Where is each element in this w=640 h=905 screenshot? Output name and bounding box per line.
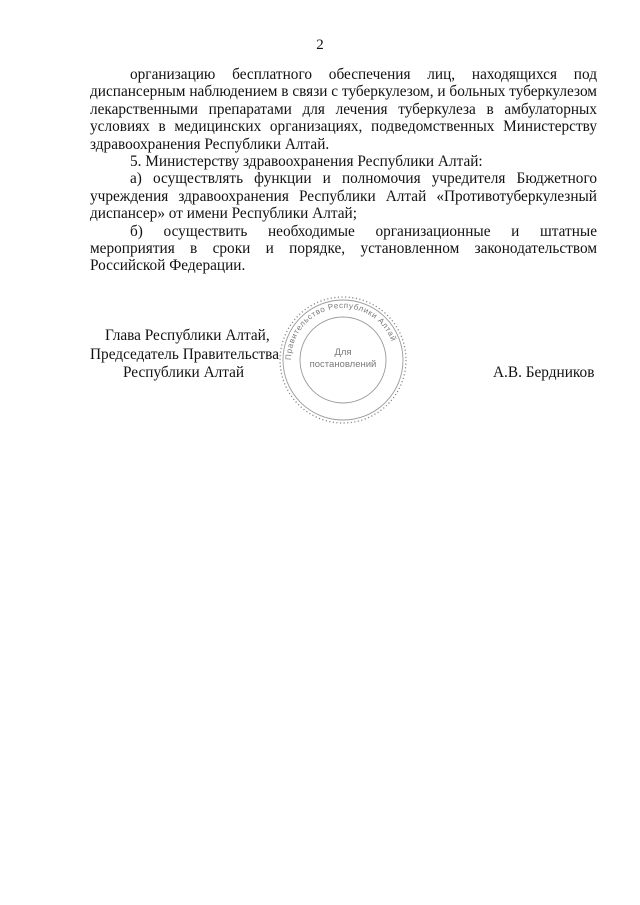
official-stamp — [276, 293, 410, 427]
signatory-title-line-1: Глава Республики Алтай, — [105, 327, 270, 344]
signatory-title-line-3: Республики Алтай — [123, 364, 245, 381]
signatory-title — [90, 327, 290, 383]
stamp-center-line-1: Для — [334, 347, 352, 358]
paragraph-continuation: организацию бесплатного обеспечения лиц, находящихся под диспансерным наблюдением в связи с туберкулезом, и больных туберкулезом лекарственными препаратами для лечения туберкулеза в амбулаторных условиях в медицинских организациях, подведомственных Министерству здравоохранения Республики Алтай. — [90, 66, 597, 153]
signatory-title-line-2: Председатель Правительства — [90, 345, 279, 363]
page-number: 2 — [316, 37, 324, 53]
stamp-ring-text: Правительство Республики Алтай — [283, 300, 399, 361]
document-body — [90, 66, 597, 275]
paragraph-item-5b: б) осуществить необходимые организационные и штатные мероприятия в сроки и порядке, установленном законодательством Российской Федерации. — [90, 222, 597, 275]
stamp-center-line-2: постановлений — [309, 359, 377, 370]
paragraph-item-5: 5. Министерству здравоохранения Республики Алтай: — [130, 153, 483, 171]
signatory-name: А.В. Бердников — [493, 364, 595, 381]
paragraph-item-5a: а) осуществлять функции и полномочия учредителя Бюджетного учреждения здравоохранения Республики Алтай «Противотуберкулезный диспансер» от имени Республики Алтай; — [90, 170, 597, 223]
